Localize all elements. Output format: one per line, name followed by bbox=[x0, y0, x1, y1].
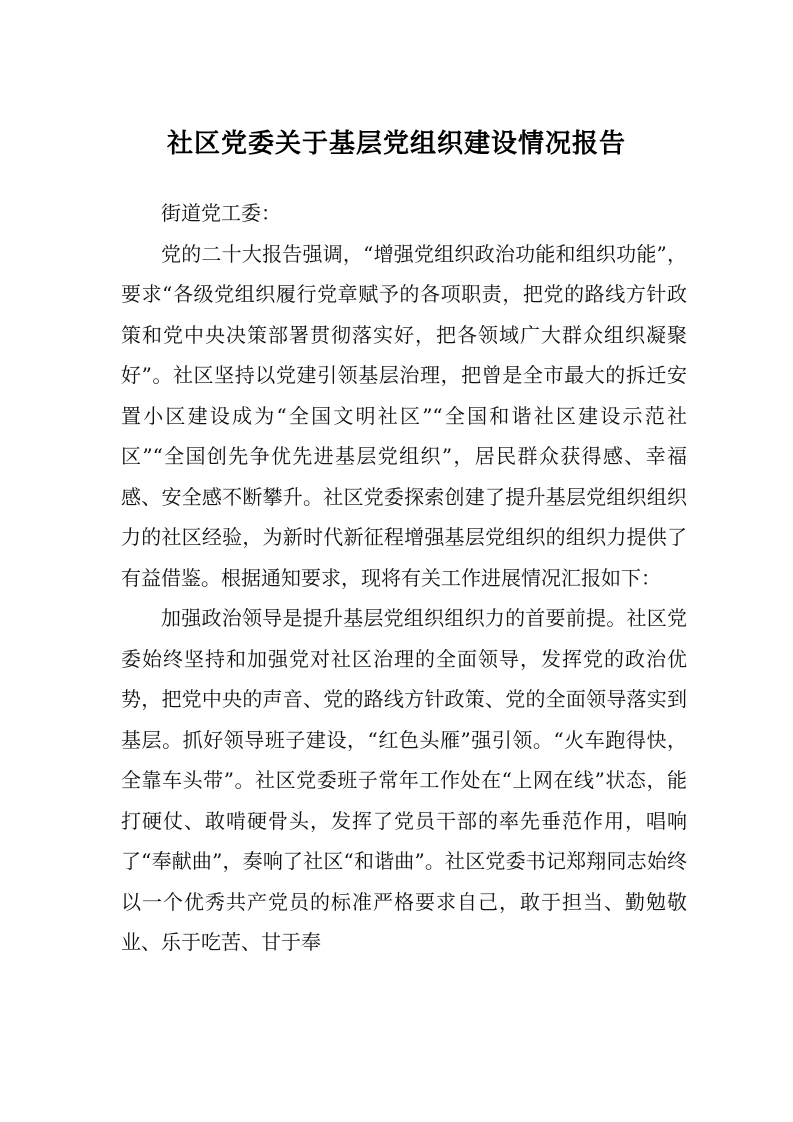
paragraph-2: 加强政治领导是提升基层党组织组织力的首要前提。社区党委始终坚持和加强党对社区治理的全面领导，发挥党的政治优势，把党中央的声音、党的路线方针政策、党的全面领导落实到基层。抓好领导班子建设，“红色头雁”强引领。“火车跑得快，全靠车头带”。社区党委班子常年工作处在“上网在线”状态，能打硬仗、敢啃硬骨头，发挥了党员干部的率先垂范作用，唱响了“奉献曲”，奏响了社区“和谐曲”。社区党委书记郑翔同志始终以一个优秀共产党员的标准严格要求自己，敢于担当、勤勉敬业、乐于吃苦、甘于奉 bbox=[121, 606, 687, 954]
document-body bbox=[121, 193, 687, 963]
document-title: 社区党委关于基层党组织建设情况报告 bbox=[166, 129, 626, 159]
paragraph-1: 党的二十大报告强调，“增强党组织政治功能和组织功能”，要求“各级党组织履行党章赋予的各项职责，把党的路线方针政策和党中央决策部署贯彻落实好，把各领域广大群众组织凝聚好”。社区坚持以党建引领基层治理，把曾是全市最大的拆迁安置小区建设成为“全国文明社区”“全国和谐社区建设示范社区”“全国创先争优先进基层党组织”，居民群众获得感、幸福感、安全感不断攀升。社区党委探索创建了提升基层党组织组织力的社区经验，为新时代新征程增强基层党组织的组织力提供了有益借鉴。根据通知要求，现将有关工作进展情况汇报如下： bbox=[121, 241, 687, 590]
salutation: 街道党工委： bbox=[161, 201, 281, 225]
